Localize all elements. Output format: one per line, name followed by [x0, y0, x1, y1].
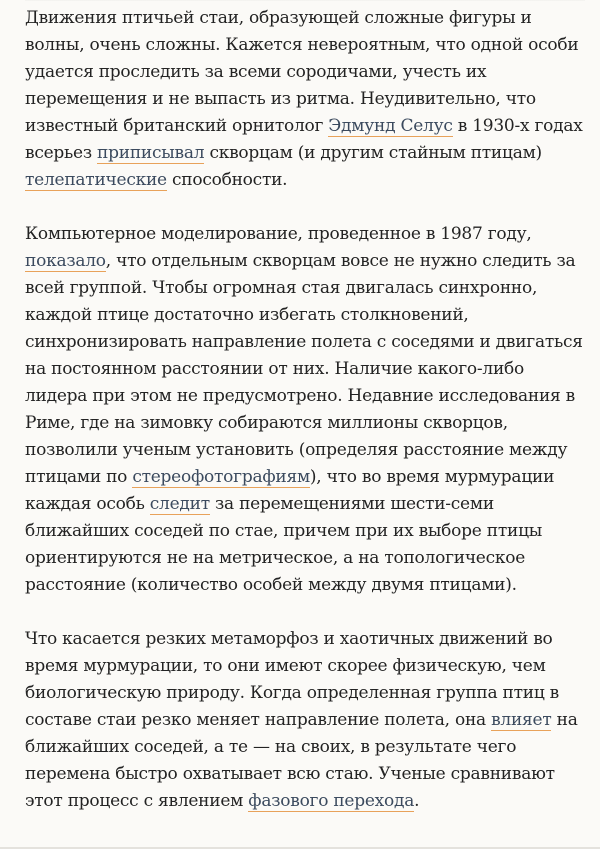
link-showed[interactable]: показало	[25, 251, 106, 271]
link-phase-transition[interactable]: фазового перехода	[248, 791, 415, 811]
article-body	[25, 5, 585, 842]
link-edmund-selous[interactable]: Эдмунд Селус	[328, 116, 453, 136]
link-stereophotographs[interactable]: стереофотографиям	[132, 467, 310, 487]
paragraph-phase-transition: Что касается резких метаморфоз и хаотичных движений во время мурмурации, то они имеют скорее физическую, чем биологическую природу. Когда определенная группа птиц в составе стаи резко меняет направление полета, она влияет на ближайших соседей, а те — на своих, в результате чего перемена быстро охватывает всю стаю. Ученые сравнивают этот процесс с явлением фазового перехода.	[25, 629, 578, 811]
link-telepathic[interactable]: телепатические	[25, 170, 167, 190]
paragraph-telepathy: Движения птичьей стаи, образующей сложные фигуры и волны, очень сложны. Кажется невероятным, что одной особи удается проследить за всеми сородичами, учесть их перемещения и не выпасть из ритма. Неудивительно, что известный британский орнитолог Эдмунд Селус в 1930-х годах всерьез приписывал скворцам (и другим стайным птицам) телепатические способности.	[25, 8, 583, 190]
clipped-previous-line	[25, 0, 585, 1]
link-follows[interactable]: следит	[149, 494, 210, 514]
paragraph-modeling: Компьютерное моделирование, проведенное в 1987 году, показало, что отдельным скворцам вовсе не нужно следить за всей группой. Чтобы огромная стая двигалась синхронно, каждой птице достаточно избегать столкновений, синхронизировать направление полета с соседями и двигаться на постоянном расстоянии от них. Наличие какого-либо лидера при этом не предусмотрено. Недавние исследования в Риме, где на зимовку собираются миллионы скворцов, позволили ученым установить (определяя расстояние между птицами по стереофотографиям), что во время мурмурации каждая особь следит за перемещениями шести-семи ближайших соседей по стае, причем при их выборе птицы ориентируются не на метрическое, а на топологическое расстояние (количество особей между двумя птицами).	[25, 224, 583, 595]
link-influences[interactable]: влияет	[491, 710, 552, 730]
link-attributed[interactable]: приписывал	[97, 143, 205, 163]
